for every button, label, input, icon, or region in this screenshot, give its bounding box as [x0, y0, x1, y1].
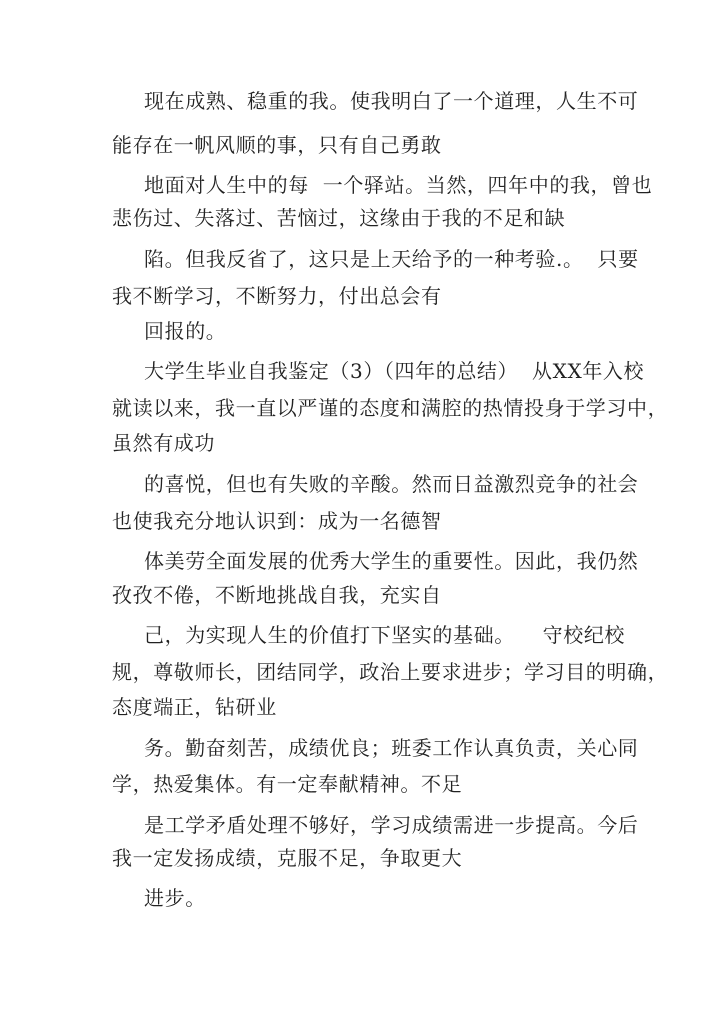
text-line: 己，为实现人生的价值打下坚实的基础。 守校纪校	[144, 623, 626, 647]
text-line: 大学生毕业自我鉴定（3）（四年的总结） 从XX年入校	[144, 359, 645, 383]
text-line: 的喜悦，但也有失败的辛酸。然而日益激烈竞争的社会	[144, 472, 639, 496]
text-line: 规，尊敬师长，团结同学，政治上要求进步；学习目的明确，	[112, 660, 669, 684]
text-line: 也使我充分地认识到：成为一名德智	[112, 509, 442, 533]
text-line: 回报的。	[144, 319, 227, 343]
text-line: 是工学矛盾处理不够好，学习成绩需进一步提高。今后	[144, 813, 639, 837]
text-line: 体美劳全面发展的优秀大学生的重要性。因此，我仍然	[144, 549, 639, 573]
text-line: 虽然有成功	[112, 431, 215, 455]
text-line: 我不断学习，不断努力，付出总会有	[112, 284, 442, 308]
text-line: 就读以来，我一直以严谨的态度和满腔的热情投身于学习中，	[112, 396, 669, 420]
text-line: 悲伤过、失落过、苦恼过，这缘由于我的不足和缺	[112, 206, 566, 230]
text-line: 能存在一帆风顺的事，只有自己勇敢	[112, 133, 442, 157]
text-line: 态度端正，钻研业	[112, 695, 277, 719]
text-line: 务。勤奋刻苦，成绩优良；班委工作认真负责，关心同	[144, 736, 639, 760]
text-line: 进步。	[144, 886, 206, 910]
text-line: 学，热爱集体。有一定奉献精神。不足	[112, 772, 463, 796]
text-line: 地面对人生中的每 一个驿站。当然，四年中的我，曾也	[144, 173, 653, 197]
text-line: 现在成熟、稳重的我。使我明白了一个道理，人生不可	[144, 89, 639, 113]
text-line: 我一定发扬成绩，克服不足，争取更大	[112, 846, 463, 870]
text-line: 孜孜不倦，不断地挑战自我，充实自	[112, 583, 442, 607]
text-line: 陷。但我反省了，这只是上天给予的一种考验.。 只要	[144, 247, 639, 271]
